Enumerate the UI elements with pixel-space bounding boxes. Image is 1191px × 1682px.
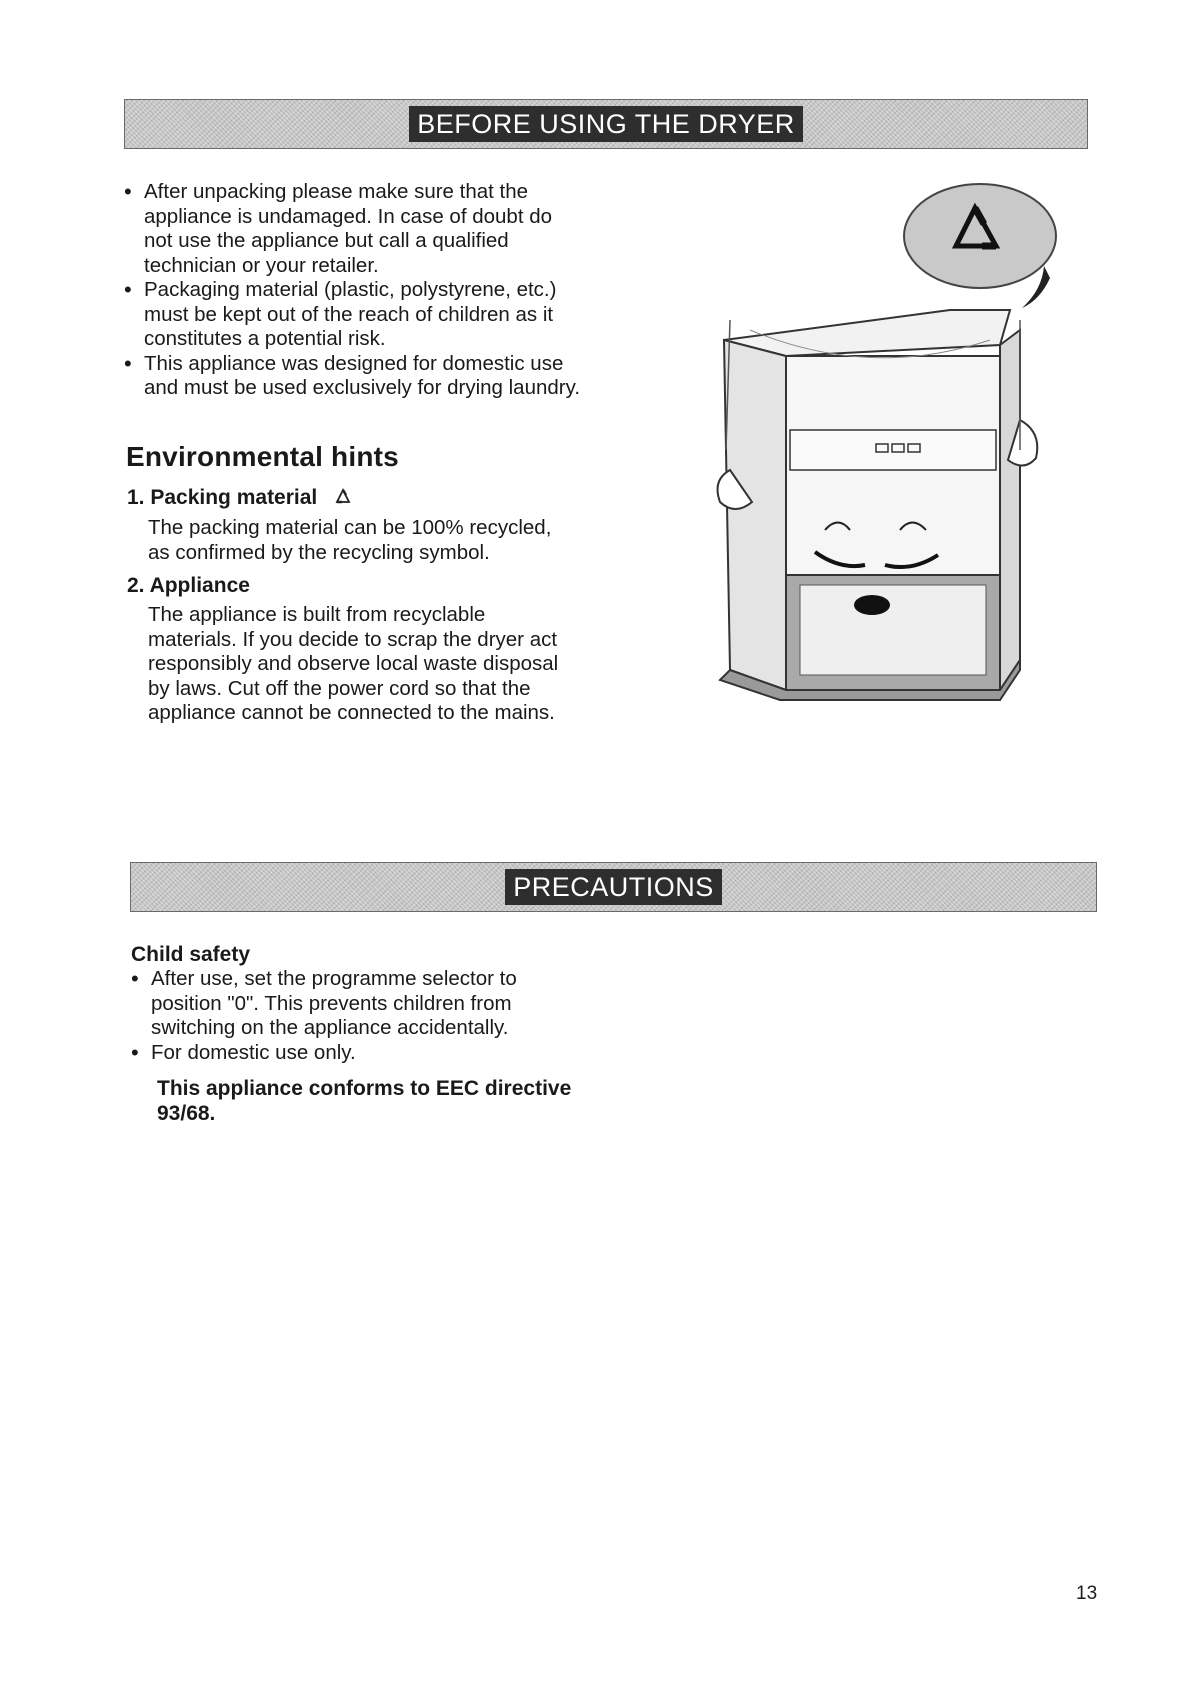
environmental-hints-heading: Environmental hints — [126, 441, 399, 472]
dryer-illustration — [690, 180, 1070, 730]
section-banner-before-using — [124, 99, 1088, 149]
child-safety-heading: Child safety — [131, 943, 251, 966]
list-item: • This appliance was designed for domestic use and must be used exclusively for drying laundry. — [124, 352, 584, 401]
list-item: • After use, set the programme selector to position "0". This prevents children from switching on the appliance accidentally. — [131, 967, 571, 1041]
eec-directive-statement: This appliance conforms to EEC directive 93/68. — [157, 1077, 572, 1125]
section-title-before-using: BEFORE USING THE DRYER — [409, 106, 803, 142]
list-item: • Packaging material (plastic, polystyrene, etc.) must be kept out of the reach of children as it constitutes a potential risk. — [124, 278, 584, 352]
recycle-icon — [904, 184, 1056, 308]
packing-material-heading — [127, 486, 353, 513]
child-safety-bullet-list — [131, 967, 571, 1065]
section-banner-precautions — [130, 862, 1097, 912]
list-item: • After unpacking please make sure that the appliance is undamaged. In case of doubt do not use the appliance but call a qualified technician or your retailer. — [124, 180, 584, 278]
intro-bullet-list — [124, 180, 584, 401]
recycle-icon — [333, 487, 353, 513]
page-number: 13 — [1076, 1583, 1098, 1604]
packing-material-label: 1. Packing material — [127, 486, 318, 509]
packing-material-text: The packing material can be 100% recycled, as confirmed by the recycling symbol. — [148, 516, 552, 564]
list-item: • For domestic use only. — [131, 1041, 571, 1066]
appliance-text: The appliance is built from recyclable materials. If you decide to scrap the dryer act responsibly and observe local waste disposal by laws. Cut off the power cord so that the appliance cannot be connected to the mains. — [148, 603, 559, 724]
appliance-heading: 2. Appliance — [127, 574, 250, 597]
section-title-precautions: PRECAUTIONS — [505, 869, 722, 905]
